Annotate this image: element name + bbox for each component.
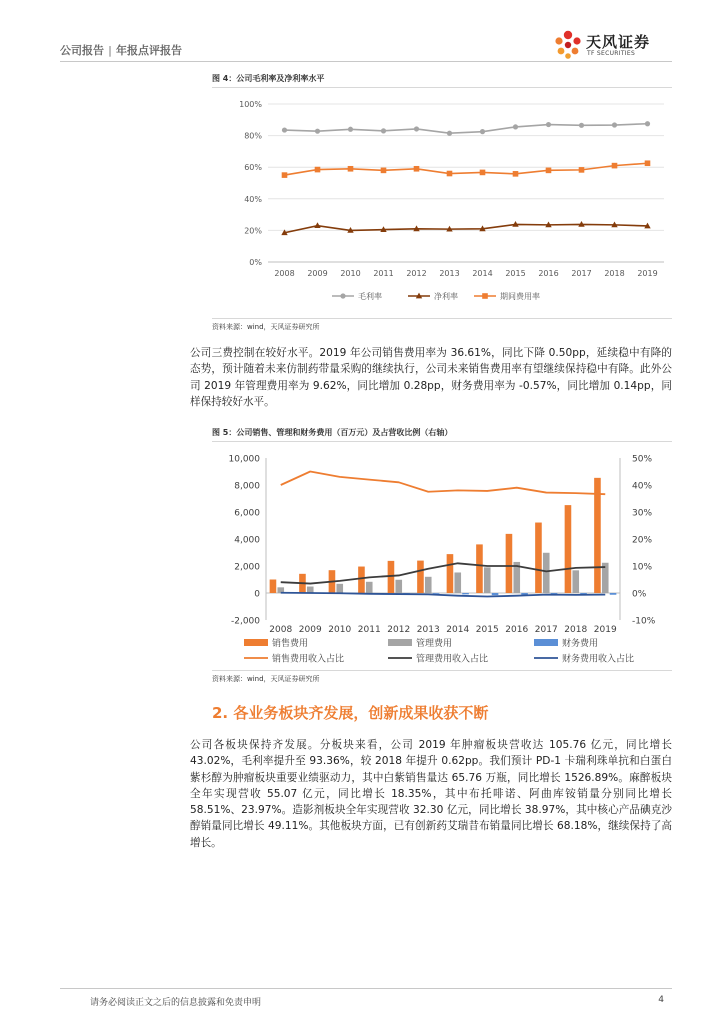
bar: [447, 554, 454, 593]
data-point: [282, 172, 288, 178]
legend-label: 财务费用: [562, 639, 599, 649]
y-tick-label: 80%: [244, 131, 262, 141]
x-tick-label: 2010: [328, 625, 352, 635]
section-title: 2. 各业务板块齐发展，创新成果收获不断: [212, 704, 489, 722]
data-point: [645, 121, 650, 126]
x-tick-label: 2011: [357, 625, 381, 635]
page-header: [60, 28, 672, 62]
y-tick-label: 20%: [244, 226, 262, 236]
breadcrumb-company-report: 公司报告: [60, 44, 104, 57]
bar: [535, 523, 542, 593]
y-tick-label: 0%: [249, 258, 262, 267]
figure-5-source: 资料来源：wind，天风证券研究所: [212, 670, 672, 686]
data-point: [579, 123, 584, 128]
x-tick-label: 2010: [340, 269, 361, 278]
series-line: [285, 124, 648, 133]
x-tick-label: 2018: [564, 625, 588, 635]
right-y-tick-label: 40%: [632, 481, 653, 492]
bar: [433, 593, 440, 594]
figure-5: [212, 424, 672, 690]
data-point: [579, 167, 585, 173]
figure-5-title: 图 5：公司销售、管理和财务费用（百万元）及占营收比例（右轴）: [212, 424, 672, 442]
x-tick-label: 2008: [269, 625, 293, 635]
legend-label: 销售费用收入占比: [272, 654, 345, 665]
bar: [425, 577, 432, 593]
bar: [366, 582, 373, 593]
left-y-tick-label: 0: [254, 589, 260, 600]
bar: [521, 593, 528, 595]
legend-label: 净利率: [434, 292, 458, 301]
expense-combo-chart: [212, 444, 672, 674]
x-tick-label: 2014: [446, 625, 470, 635]
left-y-tick-label: 4,000: [234, 535, 260, 546]
data-point: [546, 168, 552, 174]
tf-securities-logo: [552, 28, 672, 62]
left-y-tick-label: 8,000: [234, 481, 260, 492]
data-point: [480, 170, 486, 176]
x-tick-label: 2009: [298, 625, 322, 635]
x-tick-label: 2013: [439, 269, 460, 278]
x-tick-label: 2016: [505, 625, 529, 635]
figure-4: [212, 70, 672, 338]
x-tick-label: 2013: [416, 625, 440, 635]
legend-swatch: [534, 639, 558, 646]
expense-control-paragraph: 公司三费控制在较好水平。2019 年公司销售费用率为 36.61%，同比下降 0.50pp，延续稳中有降的态势，预计随着未来仿制药带量采购的继续执行，公司未来销售费用率有望继续保持稳中有降。此外公司 2019 年管理费用率为 9.62%，同比增加 0.28pp，财务费用率为 -0.57%，同比增加 0.14pp，同样保持较好水平。: [190, 347, 672, 408]
breadcrumb-separator: |: [108, 44, 113, 57]
business-segments-paragraph: 公司各板块保持齐发展。分板块来看，公司 2019 年肿瘤板块营收达 105.76 亿元，同比增长 43.02%，毛利率提升至 93.36%，较 2018 年提升 0.62pp。我们预计 PD-1 卡瑞利珠单抗和白蛋白紫杉醇为肿瘤板块重要业绩驱动力，其中白紫销售量达 65.76 万瓶，同比增长 1526.89%。麻醉板块全年实现营收 55.07 亿元，同比增长 18.35%，其中布托啡诺、阿曲库铵销量分别同比增长 58.51%、23.97%。造影剂板块全年实现营收 32.30 亿元，同比增长 38.97%，其中核心产品碘克沙醇销量同比增长 49.11%。其他板块方面，已有创新药艾瑞昔布销量同比增长 68.18%，继续保持了高增长。: [190, 739, 672, 849]
y-tick-label: 60%: [244, 163, 262, 173]
data-point: [645, 160, 651, 166]
data-point: [447, 131, 452, 136]
x-tick-label: 2012: [387, 625, 411, 635]
figure-4-source: 资料来源：wind，天风证券研究所: [212, 318, 672, 334]
legend-swatch: [244, 639, 268, 646]
bar: [462, 593, 469, 594]
data-point: [447, 171, 453, 177]
figure-4-title: 图 4：公司毛利率及净利率水平: [212, 70, 672, 88]
left-y-tick-label: -2,000: [230, 616, 260, 627]
logo-english: TF SECURITIES: [587, 50, 636, 57]
data-point: [612, 122, 617, 127]
x-tick-label: 2008: [274, 269, 295, 278]
legend-label: 管理费用: [416, 639, 453, 649]
bar: [307, 587, 314, 593]
data-point: [414, 126, 419, 131]
x-tick-label: 2019: [593, 625, 617, 635]
legend-label: 毛利率: [358, 292, 382, 301]
right-y-tick-label: 50%: [632, 454, 653, 465]
page-number: 4: [658, 995, 664, 1005]
margin-line-chart: [212, 90, 672, 322]
x-tick-label: 2017: [534, 625, 558, 635]
bar: [336, 584, 343, 593]
x-tick-label: 2009: [307, 269, 328, 278]
bar: [454, 572, 461, 593]
series-line: [285, 163, 648, 175]
bar: [358, 567, 365, 593]
bar: [270, 580, 277, 594]
legend-label: 期间费用率: [500, 292, 540, 301]
data-point: [282, 127, 287, 132]
bar: [506, 534, 513, 593]
breadcrumb-annual-report: 年报点评报告: [116, 44, 183, 57]
series-line: [285, 224, 648, 232]
data-point: [315, 167, 321, 173]
bar: [484, 567, 491, 593]
bar: [572, 570, 579, 593]
x-tick-label: 2016: [538, 269, 559, 278]
data-point: [381, 128, 386, 133]
ratio-line: [281, 472, 606, 495]
page-footer: [60, 988, 672, 1010]
data-point: [314, 222, 320, 228]
left-y-tick-label: 6,000: [234, 508, 260, 519]
right-y-tick-label: 0%: [632, 589, 647, 600]
data-point: [348, 166, 354, 172]
data-point: [513, 171, 519, 177]
legend-label: 财务费用收入占比: [562, 654, 635, 665]
data-point: [340, 293, 345, 298]
legend-label: 管理费用收入占比: [416, 654, 489, 665]
bar: [610, 593, 617, 595]
data-point: [480, 129, 485, 134]
data-point: [381, 168, 387, 174]
x-tick-label: 2018: [604, 269, 625, 278]
breadcrumb: [60, 42, 182, 58]
flower-logo-icon: [552, 29, 584, 61]
bar: [594, 478, 601, 593]
legend-swatch: [388, 639, 412, 646]
right-y-tick-label: 10%: [632, 562, 653, 573]
data-point: [546, 122, 551, 127]
y-tick-label: 40%: [244, 194, 262, 204]
data-point: [482, 293, 488, 299]
left-y-tick-label: 10,000: [228, 454, 260, 465]
bar: [565, 505, 572, 593]
data-point: [612, 163, 618, 169]
bar: [543, 553, 550, 593]
bar: [395, 580, 402, 593]
data-point: [315, 129, 320, 134]
bar: [417, 561, 424, 593]
x-tick-label: 2019: [637, 269, 658, 278]
bar: [492, 593, 499, 595]
data-point: [414, 166, 420, 172]
right-y-tick-label: 30%: [632, 508, 653, 519]
y-tick-label: 100%: [239, 100, 262, 109]
data-point: [348, 127, 353, 132]
right-y-tick-label: -10%: [632, 616, 656, 627]
x-tick-label: 2015: [505, 269, 526, 278]
x-tick-label: 2011: [373, 269, 394, 278]
left-y-tick-label: 2,000: [234, 562, 260, 573]
bar: [476, 544, 483, 593]
footer-disclaimer: 请务必阅读正文之后的信息披露和免责申明: [90, 998, 262, 1008]
logo-name: 天风证券: [586, 33, 651, 51]
x-tick-label: 2015: [475, 625, 499, 635]
x-tick-label: 2014: [472, 269, 493, 278]
right-y-tick-label: 20%: [632, 535, 653, 546]
data-point: [513, 124, 518, 129]
x-tick-label: 2012: [406, 269, 427, 278]
legend-label: 销售费用: [272, 639, 309, 649]
x-tick-label: 2017: [571, 269, 592, 278]
